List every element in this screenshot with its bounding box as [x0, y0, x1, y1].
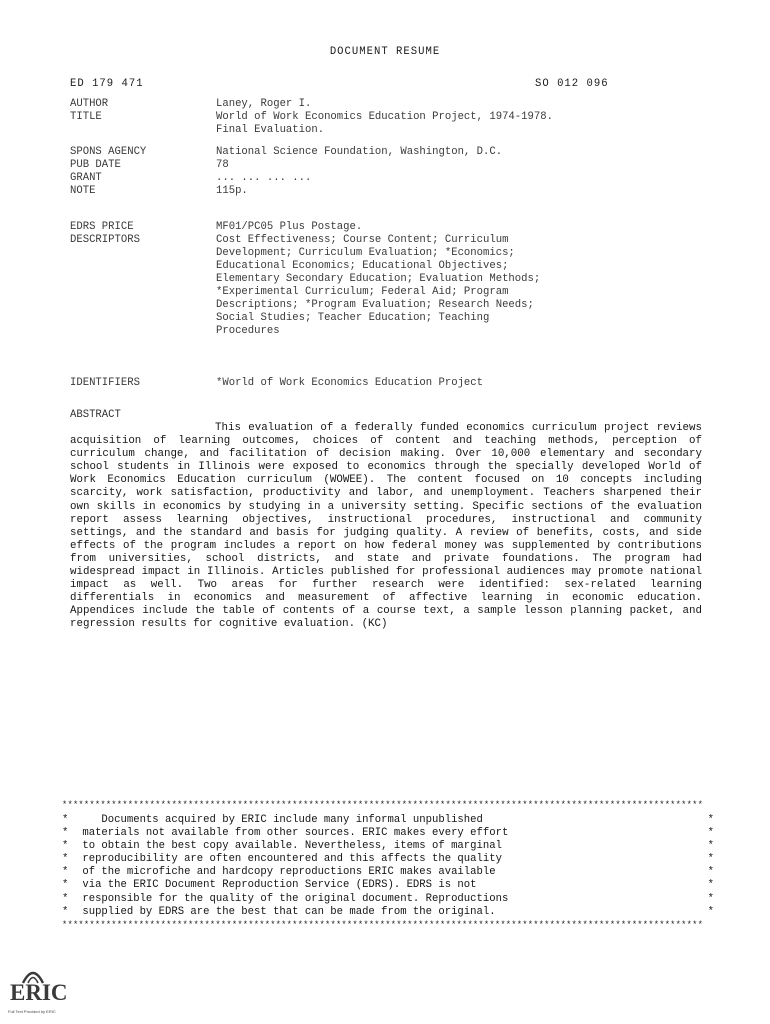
- notice-line: [62, 853, 714, 866]
- abstract-label: ABSTRACT: [70, 409, 121, 421]
- notice-text: materials not available from other sources. ERIC makes every effort: [76, 827, 509, 840]
- field-label: NOTE: [70, 185, 96, 197]
- field-label: DESCRIPTORS: [70, 234, 140, 246]
- field-label: AUTHOR: [70, 98, 109, 110]
- field-value: Cost Effectiveness; Course Content; Curriculum Development; Curriculum Evaluation; *Economics; Educational Economics; Educational Objectives; Elementary Secondary Education; Evaluation Methods; *Experimental Curriculum; Federal Aid; Program Descriptions; *Program Evaluation; Research Needs; Social Studies; Teacher Education; Teaching Procedures: [216, 234, 541, 337]
- eric-wordmark: ERIC: [10, 980, 68, 1005]
- field-value: MF01/PC05 Plus Postage.: [216, 221, 363, 233]
- field-label: TITLE: [70, 111, 102, 123]
- notice-line: [62, 814, 714, 827]
- notice-text: reproducibility are often encountered and this affects the quality: [76, 853, 502, 866]
- eric-reproduction-notice: [62, 814, 714, 919]
- notice-text: of the microfiche and hardcopy reproductions ERIC makes available: [76, 866, 496, 879]
- abstract-text: This evaluation of a federally funded economics curriculum project reviews acquisition of learning outcomes, choices of content and teaching methods, perception of curriculum change, and facilitation of decision making. Over 10,000 elementary and secondary school students in Illinois were exposed to economics through the specially developed World of Work Economics Education curriculum (WOWEE). The content focused on 10 concepts including scarcity, work satisfaction, productivity and labor, and unemployment. Teachers sharpened their own skills in economics by studying in a university setting. Specific sections of the evaluation report assess learning objectives, instructional procedures, instructional and community settings, and the standard and basis for judging quality. A review of benefits, costs, and side effects of the program includes a report on how federal money was supplemented by contributions from universities, school districts, and state and private foundations. The program had widespread impact in Illinois. Articles published for professional audiences may promote national impact as well. Two areas for further research were identified: sex-related learning differentials in economics and measurement of affective learning in economic education. Appendices include the table of contents of a course text, a sample lesson planning packet, and regression results for cognitive evaluation. (KC): [70, 422, 702, 631]
- notice-line: [62, 840, 714, 853]
- field-value: Laney, Roger I.: [216, 98, 312, 110]
- star-marker: *: [62, 866, 69, 879]
- star-marker: *: [707, 892, 714, 905]
- field-value: World of Work Economics Education Project, 1974-1978. Final Evaluation.: [216, 111, 553, 136]
- field-value: 115p.: [216, 185, 248, 197]
- eric-logo: [6, 966, 68, 1018]
- star-marker: *: [707, 853, 714, 866]
- star-marker: *: [62, 905, 69, 918]
- notice-line: [62, 866, 714, 879]
- star-marker: *: [62, 814, 69, 826]
- notice-line: [62, 893, 714, 906]
- ed-number: ED 179 471: [70, 78, 144, 90]
- notice-line: [62, 879, 714, 892]
- star-marker: *: [707, 814, 714, 826]
- field-value: 78: [216, 159, 229, 171]
- field-value: ... ... ... ...: [216, 172, 312, 184]
- field-value: *World of Work Economics Education Project: [216, 377, 484, 389]
- notice-text: via the ERIC Document Reproduction Service (EDRS). EDRS is not: [76, 879, 477, 892]
- notice-line: [62, 827, 714, 840]
- star-marker: *: [62, 827, 69, 840]
- field-label: SPONS AGENCY: [70, 146, 147, 158]
- star-marker: *: [707, 827, 714, 840]
- field-label: EDRS PRICE: [70, 221, 134, 233]
- field-value: National Science Foundation, Washington, D.C.: [216, 146, 503, 158]
- field-label: IDENTIFIERS: [70, 377, 140, 389]
- eric-logo-subtitle: Full Text Provided by ERIC: [8, 1009, 56, 1014]
- notice-border-top: *********************************************************************************************************************: [62, 800, 704, 810]
- notice-text: Documents acquired by ERIC include many informal unpublished: [76, 814, 483, 826]
- notice-border-bottom: *********************************************************************************************************************: [62, 920, 704, 930]
- field-label: GRANT: [70, 172, 102, 184]
- notice-text: supplied by EDRS are the best that can be made from the original.: [76, 905, 496, 918]
- star-marker: *: [707, 866, 714, 879]
- star-marker: *: [62, 892, 69, 905]
- star-marker: *: [707, 840, 714, 853]
- star-marker: *: [707, 879, 714, 892]
- star-marker: *: [707, 905, 714, 918]
- notice-line: [62, 906, 714, 919]
- star-marker: *: [62, 853, 69, 866]
- so-number: SO 012 096: [535, 78, 609, 90]
- star-marker: *: [62, 840, 69, 853]
- field-label: PUB DATE: [70, 159, 121, 171]
- notice-text: to obtain the best copy available. Nevertheless, items of marginal: [76, 840, 502, 853]
- document-title: DOCUMENT RESUME: [329, 46, 441, 58]
- notice-text: responsible for the quality of the original document. Reproductions: [76, 892, 509, 905]
- star-marker: *: [62, 879, 69, 892]
